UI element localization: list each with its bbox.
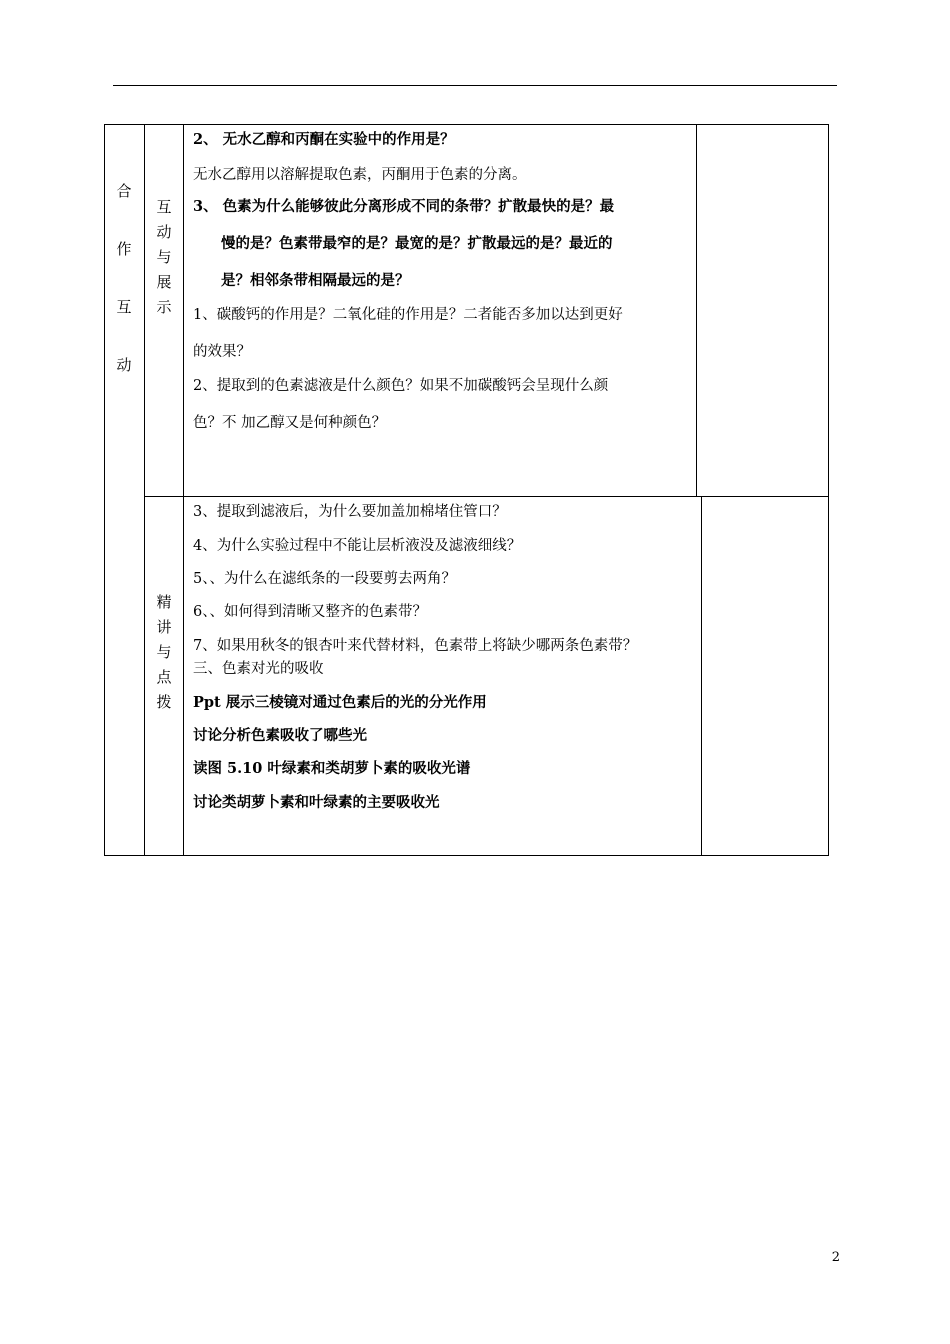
page-number: 2	[831, 1250, 840, 1265]
row1-sub-label-char: 示	[156, 298, 172, 316]
row2-sub-label	[144, 590, 184, 715]
content-line: 6、、如何得到清晰又整齐的色素带？	[193, 604, 427, 620]
section-label-char: 互	[116, 298, 132, 316]
row2-sub-label-char: 点	[156, 668, 172, 686]
section-label-char: 动	[116, 356, 132, 374]
content-line: 的效果？	[193, 344, 251, 360]
section-label-char: 合	[116, 182, 132, 200]
content-line: 7、如果用秋冬的银杏叶来代替材料，色素带上将缺少哪两条色素带？	[193, 638, 638, 654]
content-line: 3、 色素为什么能够彼此分离形成不同的条带？扩散最快的是？最	[193, 198, 615, 215]
row1-sub-label-char: 互	[156, 198, 172, 216]
section-label-char: 作	[116, 240, 132, 258]
content-line: 2、 无水乙醇和丙酮在实验中的作用是？	[193, 131, 455, 148]
row1-sub-label	[144, 195, 184, 320]
content-line: 讨论分析色素吸收了哪些光	[193, 727, 367, 744]
row2-sub-label-char: 精	[156, 593, 172, 611]
content-line: 4、为什么实验过程中不能让层析液没及滤液细线？	[193, 538, 522, 554]
row1-sub-label-char: 展	[156, 273, 172, 291]
content-line: 三、色素对光的吸收	[193, 661, 324, 677]
row2-sub-label-char: 讲	[156, 618, 172, 636]
content-line: 色？不 加乙醇又是何种颜色？	[193, 415, 387, 431]
header-rule	[113, 85, 837, 86]
content-line: 无水乙醇用以溶解提取色素，丙酮用于色素的分离。	[193, 167, 527, 183]
section-label	[104, 180, 144, 412]
row1-sub-label-char: 与	[156, 248, 172, 266]
content-line: Ppt 展示三棱镜对通过色素后的光的分光作用	[193, 694, 487, 711]
content-line: 讨论类胡萝卜素和叶绿素的主要吸收光	[193, 794, 440, 811]
content-line: 2、提取到的色素滤液是什么颜色？如果不加碳酸钙会呈现什么颜	[193, 378, 609, 394]
content-line: 是？相邻条带相隔最远的是？	[221, 272, 410, 289]
content-line: 读图 5.10 叶绿素和类胡萝卜素的吸收光谱	[193, 760, 471, 777]
content-line: 5、、为什么在滤纸条的一段要剪去两角？	[193, 571, 456, 587]
content-line: 1、碳酸钙的作用是？二氧化硅的作用是？二者能否多加以达到更好	[193, 307, 623, 323]
content-line: 慢的是？色素带最窄的是？最宽的是？扩散最远的是？最近的	[221, 235, 613, 252]
row1-sub-label-char: 动	[156, 223, 172, 241]
content-line: 3、提取到滤液后，为什么要加盖加棉堵住管口？	[193, 504, 507, 520]
row2-sub-label-char: 与	[156, 643, 172, 661]
row2-sub-label-char: 拨	[156, 693, 172, 711]
